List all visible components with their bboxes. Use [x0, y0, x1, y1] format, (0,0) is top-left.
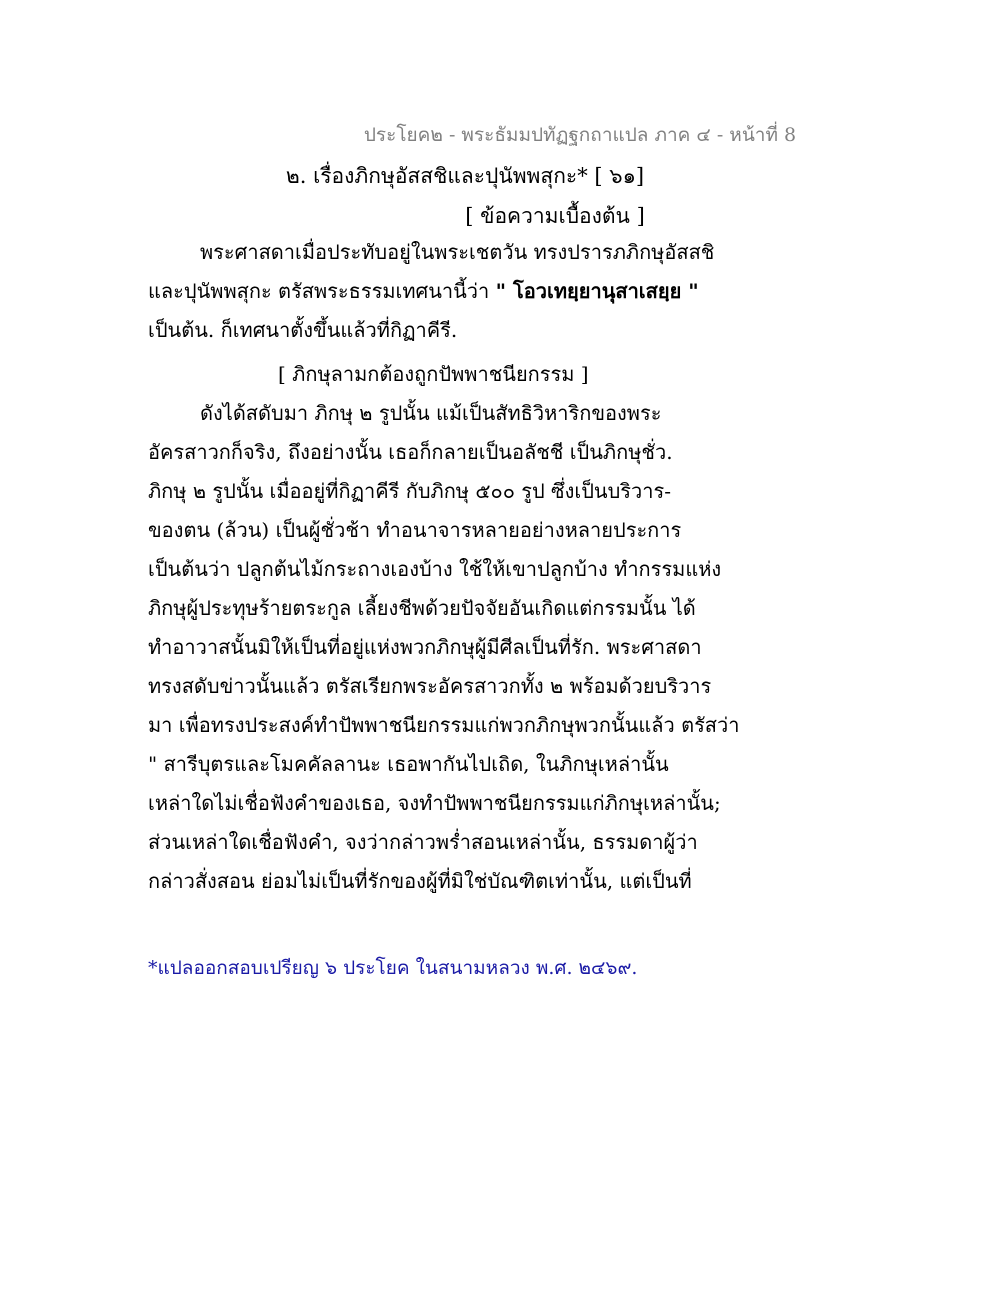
- section-heading-intro: [0, 200, 1000, 233]
- story-line: ภิกษุ ๒ รูปนั้น เมื่ออยู่ที่กิฏาคีรี กับภิกษุ ๕๐๐ รูป ซึ่งเป็นบริวาร-: [148, 479, 671, 503]
- page-header-text: ประโยค๒ - พระธัมมปทัฏฐกถาแปล ภาค ๔ - หน้าที่ 8: [363, 124, 797, 146]
- story-line: " สารีบุตรและโมคคัลลานะ เธอพากันไปเถิด, ในภิกษุเหล่านั้น: [148, 752, 669, 776]
- story-line: เป็นต้นว่า ปลูกต้นไม้กระถางเองบ้าง ใช้ให้เขาปลูกบ้าง ทำกรรมแห่ง: [148, 557, 722, 581]
- story-paragraph: [148, 394, 740, 901]
- section-heading-bad-monks-text: [ ภิกษุลามกต้องถูกปัพพาชนียกรรม ]: [278, 362, 589, 386]
- story-line: เหล่าใดไม่เชื่อฟังคำของเธอ, จงทำปัพพาชนียกรรมแก่ภิกษุเหล่านั้น;: [148, 791, 721, 815]
- section-heading-bad-monks: [148, 355, 728, 394]
- story-line: ทรงสดับข่าวนั้นแล้ว ตรัสเรียกพระอัครสาวกทั้ง ๒ พร้อมด้วยบริวาร: [148, 674, 712, 698]
- story-line: กล่าวสั่งสอน ย่อมไม่เป็นที่รักของผู้ที่มิใช่บัณฑิตเท่านั้น, แต่เป็นที่: [148, 869, 692, 893]
- story-title-text: ๒. เรื่องภิกษุอัสสชิและปุนัพพสุกะ* [ ๖๑]: [285, 164, 645, 188]
- story-title: [0, 160, 1000, 193]
- story-line: มา เพื่อทรงประสงค์ทำปัพพาชนียกรรมแก่พวกภิกษุพวกนั้นแล้ว ตรัสว่า: [148, 713, 740, 737]
- story-line: ส่วนเหล่าใดเชื่อฟังคำ, จงว่ากล่าวพร่ำสอนเหล่านั้น, ธรรมดาผู้ว่า: [148, 830, 698, 854]
- footnote: *แปลออกสอบเปรียญ ๖ ประโยค ในสนามหลวง พ.ศ. ๒๔๖๙.: [148, 957, 638, 979]
- story-line: ภิกษุผู้ประทุษร้ายตระกูล เลี้ยงชีพด้วยปัจจัยอันเกิดแต่กรรมนั้น ได้: [148, 596, 696, 620]
- pali-quote: " โอวเทยฺยานุสาเสยฺย ": [495, 279, 699, 303]
- intro-paragraph: [148, 233, 728, 350]
- story-line: ของตน (ล้วน) เป็นผู้ชั่วช้า ทำอนาจารหลายอย่างหลายประการ: [148, 518, 682, 542]
- intro-line-2-text: และปุนัพพสุกะ ตรัสพระธรรมเทศนานี้ว่า: [148, 279, 496, 303]
- page-header: [0, 120, 1000, 150]
- section-heading-intro-text: [ ข้อความเบื้องต้น ]: [465, 204, 645, 228]
- story-line: อัครสาวกก็จริง, ถึงอย่างนั้น เธอก็กลายเป็นอลัชชี เป็นภิกษุชั่ว.: [148, 440, 673, 464]
- intro-line-3: เป็นต้น. ก็เทศนาตั้งขึ้นแล้วที่กิฏาคีรี.: [148, 318, 458, 342]
- story-line: ทำอาวาสนั้นมิให้เป็นที่อยู่แห่งพวกภิกษุผู้มีศีลเป็นที่รัก. พระศาสดา: [148, 635, 702, 659]
- intro-line-1: พระศาสดาเมื่อประทับอยู่ในพระเชตวัน ทรงปรารภภิกษุอัสสชิ: [200, 240, 715, 264]
- story-line: ดังได้สดับมา ภิกษุ ๒ รูปนั้น แม้เป็นสัทธิวิหาริกของพระ: [200, 401, 662, 425]
- intro-line-2: [148, 272, 728, 311]
